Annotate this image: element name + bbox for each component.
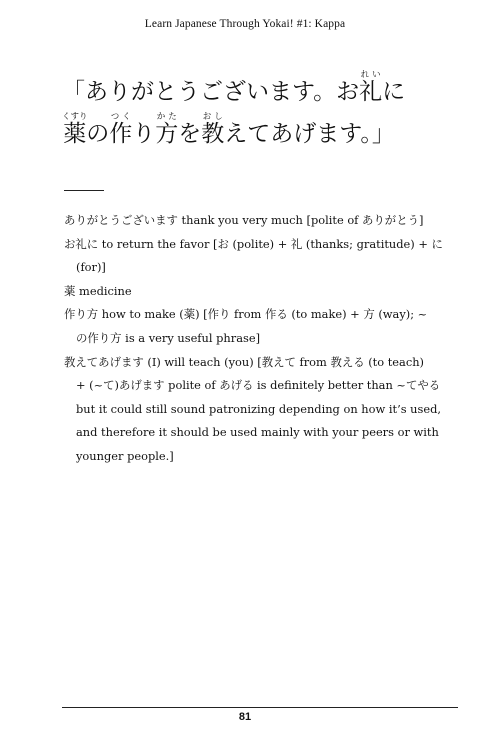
kanji: 礼 [359, 79, 383, 105]
footer-rule [62, 707, 458, 708]
sentence-text: えてあげます。」 [224, 121, 395, 147]
glossary-entry [64, 233, 464, 280]
glossary-definition: how to make (薬) [作り from 作る (to make) + 方 (way); ~ の作り方 is a very useful phrase] [76, 307, 428, 345]
sentence-line-2 [62, 112, 395, 151]
glossary-entry [64, 351, 464, 469]
glossary-term: 教えてあげます [64, 354, 144, 369]
sentence-text: 「ありがとうございます。お [62, 79, 360, 105]
section-divider [64, 190, 104, 191]
furigana: かた [155, 112, 179, 122]
glossary-definition: (I) will teach (you) [教えて from 教える (to teach) + (~て)あげます polite of あげる is definitely better than ~てやる but it could still sound patronizing depending on how it’s used, and therefore it should be used mainly with your peers or with younger people.] [76, 354, 441, 463]
ruby-rei [359, 70, 383, 105]
ruby-kata [155, 112, 179, 147]
furigana: つく [109, 112, 133, 122]
furigana: くすり [62, 112, 88, 122]
running-header: Learn Japanese Through Yokai! #1: Kappa [144, 18, 346, 30]
furigana: れい [359, 70, 383, 80]
glossary-entry [64, 209, 464, 233]
sentence-text: の [86, 121, 110, 147]
glossary-definition: medicine [75, 283, 132, 298]
ruby-tsuku [109, 112, 133, 147]
kanji: 方 [155, 121, 179, 147]
glossary-entry [64, 280, 464, 304]
glossary-term: ありがとうございます [64, 213, 178, 227]
ruby-kusuri [62, 112, 88, 147]
glossary-term: 作り方 [64, 307, 99, 322]
vocabulary-glossary [64, 209, 464, 469]
glossary-term: 薬 [64, 283, 76, 298]
kanji: 作 [109, 121, 133, 147]
kanji: 薬 [62, 121, 88, 147]
kanji: 教 [201, 121, 225, 147]
ruby-oshi [201, 112, 225, 147]
sentence-text: り [132, 121, 156, 147]
sentence-line-1 [62, 70, 405, 109]
glossary-entry [64, 303, 464, 350]
sentence-text: を [178, 121, 202, 147]
furigana: おし [201, 112, 225, 122]
sentence-text: に [382, 79, 406, 105]
glossary-definition: thank you very much [polite of ありがとう] [177, 213, 424, 227]
glossary-definition: to return the favor [お (polite) + 礼 (thanks; gratitude) + に (for)] [76, 236, 443, 275]
glossary-term: お礼に [64, 236, 99, 251]
page-number: 81 [238, 711, 252, 723]
